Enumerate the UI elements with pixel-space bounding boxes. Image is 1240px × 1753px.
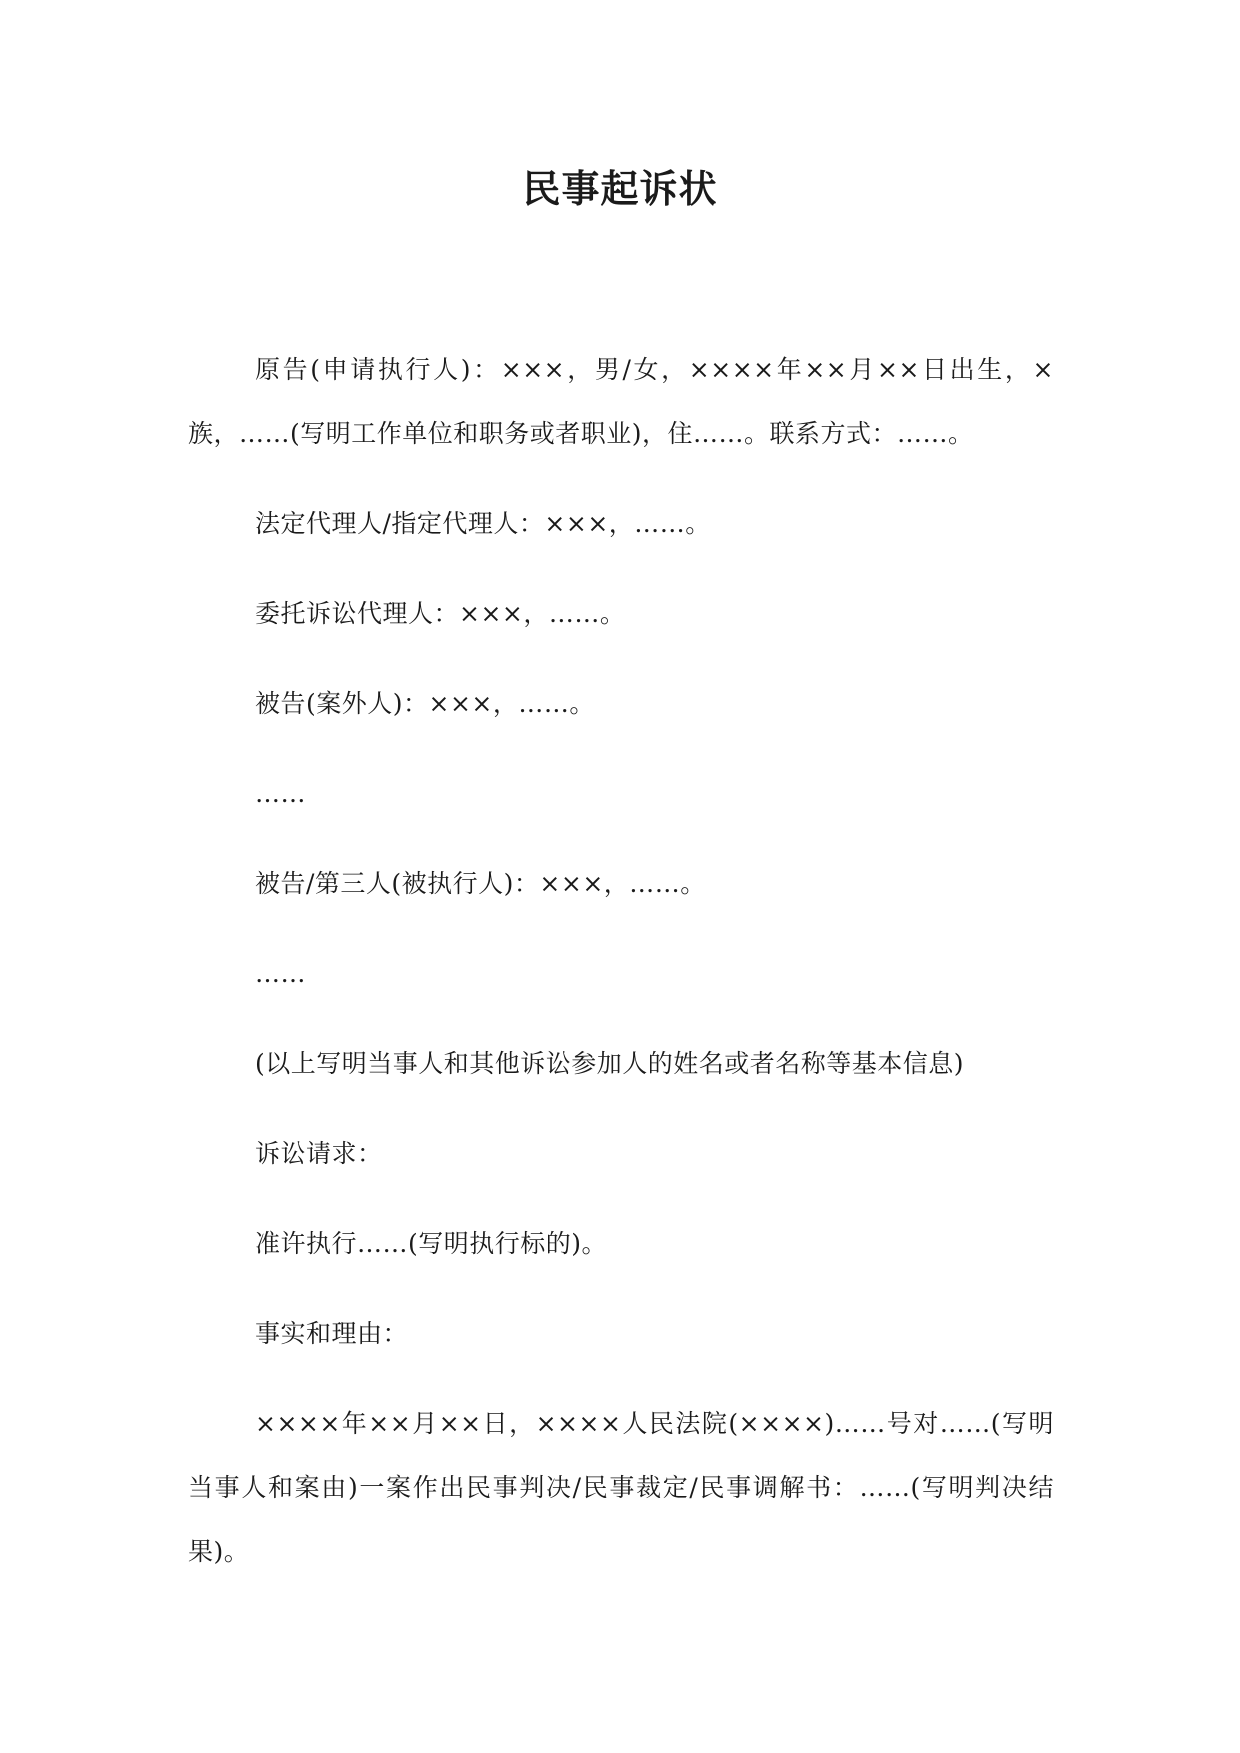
parties-note-paragraph: (以上写明当事人和其他诉讼参加人的姓名或者名称等基本信息) xyxy=(255,1049,965,1078)
document-title: 民事起诉状 xyxy=(522,166,718,211)
defendant-paragraph: 被告(案外人)：×××，……。 xyxy=(255,689,595,718)
claims-heading: 诉讼请求： xyxy=(255,1139,383,1168)
claims-paragraph: 准许执行……(写明执行标的)。 xyxy=(255,1229,608,1258)
legal-representative-paragraph: 法定代理人/指定代理人：×××，……。 xyxy=(255,509,711,538)
facts-paragraph: ××××年××月××日，××××人民法院(××××)……号对……(写明当事人和案由)一案作出民事判决/民事裁定/民事调解书：……(写明判决结果)。 xyxy=(188,1409,1054,1566)
entrusted-agent-paragraph: 委托诉讼代理人：×××，……。 xyxy=(255,599,626,628)
third-party-paragraph: 被告/第三人(被执行人)：×××，……。 xyxy=(255,869,706,898)
ellipsis-paragraph: …… xyxy=(255,959,306,988)
ellipsis-paragraph: …… xyxy=(255,779,306,808)
plaintiff-paragraph: 原告(申请执行人)：×××，男/女，××××年××月××日出生，×族，……(写明工作单位和职务或者职业)，住……。联系方式：……。 xyxy=(188,355,1054,448)
facts-heading: 事实和理由： xyxy=(255,1319,409,1348)
document-body xyxy=(188,338,1054,1610)
